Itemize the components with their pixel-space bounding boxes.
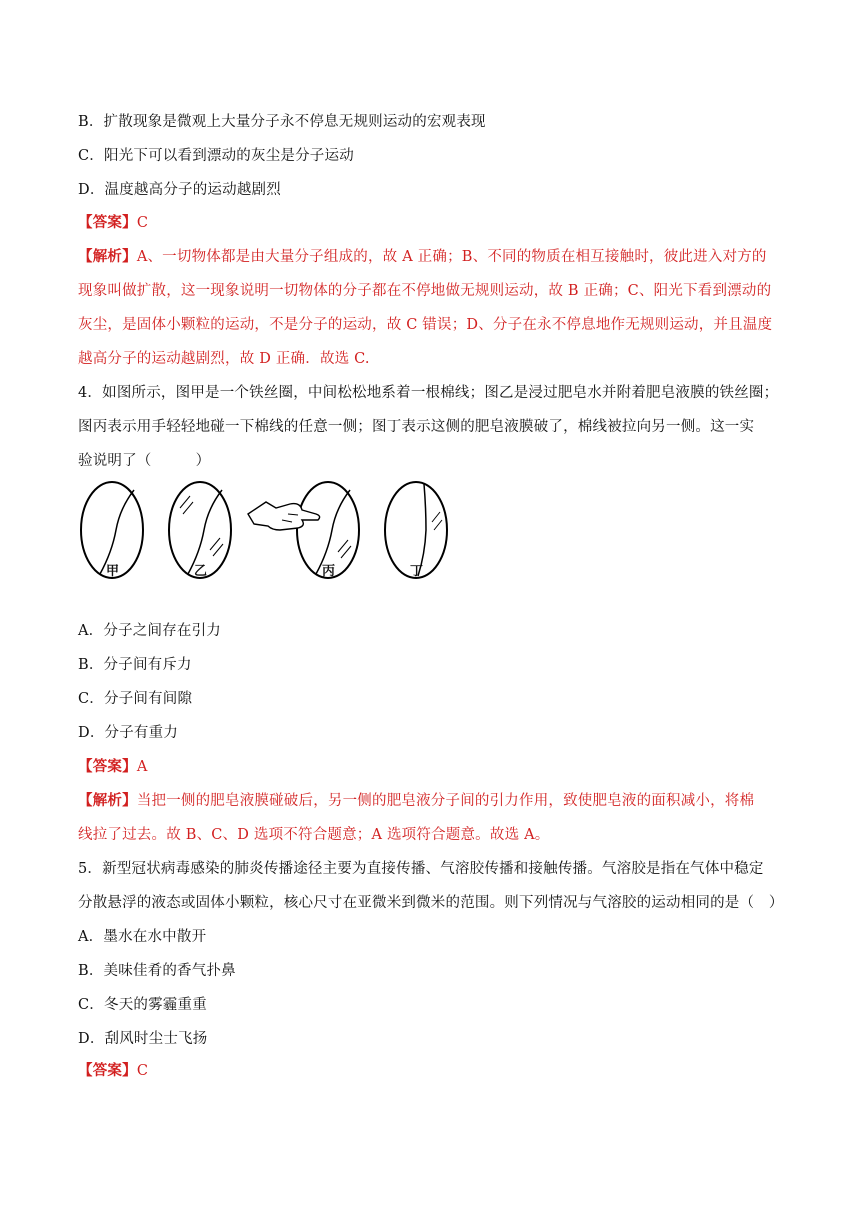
q4-option-b: B．分子间有斥力: [78, 657, 192, 673]
answer-tag: 【答案】: [78, 758, 137, 775]
q3-option-d: D．温度越高分子的运动越剧烈: [78, 182, 281, 198]
q4-option-d: D．分子有重力: [78, 725, 179, 741]
q5-stem-line-1: 5．新型冠状病毒感染的肺炎传播途径主要为直接传播、气溶胶传播和接触传播。气溶胶是指在气体中稳定: [78, 861, 764, 877]
q4-option-c: C．分子间有间隙: [78, 691, 193, 707]
analysis-tag: 【解析】: [78, 248, 137, 265]
q3-analysis-line-2: 现象叫做扩散，这一现象说明一切物体的分子都在不停地做无规则运动，故 B 正确；C、阳光下看到漂动的: [78, 283, 772, 299]
q3-option-c: C．阳光下可以看到漂动的灰尘是分子运动: [78, 148, 354, 164]
q5-option-c: C．冬天的雾霾重重: [78, 997, 207, 1013]
q4-analysis-line-2: 线拉了过去。故 B、C、D 选项不符合题意；A 选项符合题意。故选 A。: [78, 827, 550, 843]
answer-tag: 【答案】: [78, 1062, 137, 1079]
q5-option-b: B．美味佳肴的香气扑鼻: [78, 963, 236, 979]
q3-option-b: B．扩散现象是微观上大量分子永不停息无规则运动的宏观表现: [78, 114, 486, 130]
q4-stem-line-1: 4．如图所示，图甲是一个铁丝圈，中间松松地系着一根棉线；图乙是浸过肥皂水并附着肥皂液膜的铁丝圈；: [78, 385, 779, 401]
hand-icon: [248, 502, 320, 530]
answer-tag: 【答案】: [78, 214, 137, 231]
figure-label-jia: 甲: [106, 564, 120, 579]
figure-label-ding: 丁: [410, 564, 424, 579]
analysis-text: 当把一侧的肥皂液膜碰破后，另一侧的肥皂液分子间的引力作用，致使肥皂液的面积减小，将棉: [136, 793, 755, 809]
q3-analysis-line-1: [78, 248, 767, 266]
q3-analysis-line-3: 灰尘，是固体小颗粒的运动，不是分子的运动，故 C 错误；D、分子在永不停息地作无规则运动，并且温度: [78, 317, 773, 333]
q4-analysis-line-1: [78, 792, 754, 810]
analysis-tag: 【解析】: [78, 792, 137, 809]
q5-answer: [78, 1062, 148, 1080]
figure-label-bing: 丙: [322, 564, 336, 579]
q5-stem-line-2: 分散悬浮的液态或固体小颗粒，核心尺寸在亚微米到微米的范围。则下列情况与气溶胶的运动相同的是（ ）: [78, 895, 784, 911]
q5-option-d: D．刮风时尘士飞扬: [78, 1031, 208, 1047]
soap-film-figure: [76, 478, 476, 618]
figure-label-yi: 乙: [194, 564, 208, 579]
answer-value: C: [136, 1063, 149, 1079]
answer-value: C: [136, 215, 149, 231]
q3-answer: [78, 214, 148, 232]
answer-value: A: [136, 759, 148, 775]
q5-option-a: A．墨水在水中散开: [78, 929, 207, 945]
analysis-text: A、一切物体都是由大量分子组成的，故 A 正确；B、不同的物质在相互接触时，彼此进入对方的: [136, 249, 767, 265]
q3-analysis-line-4: 越高分子的运动越剧烈，故 D 正确．故选 C.: [78, 351, 370, 367]
q4-stem-line-2: 图丙表示用手轻轻地碰一下棉线的任意一侧；图丁表示这侧的肥皂液膜破了，棉线被拉向另一侧。这一实: [78, 419, 755, 435]
q4-stem-line-3: 验说明了（ ）: [78, 453, 211, 469]
q4-answer: [78, 758, 147, 776]
q4-option-a: A．分子之间存在引力: [78, 623, 221, 639]
